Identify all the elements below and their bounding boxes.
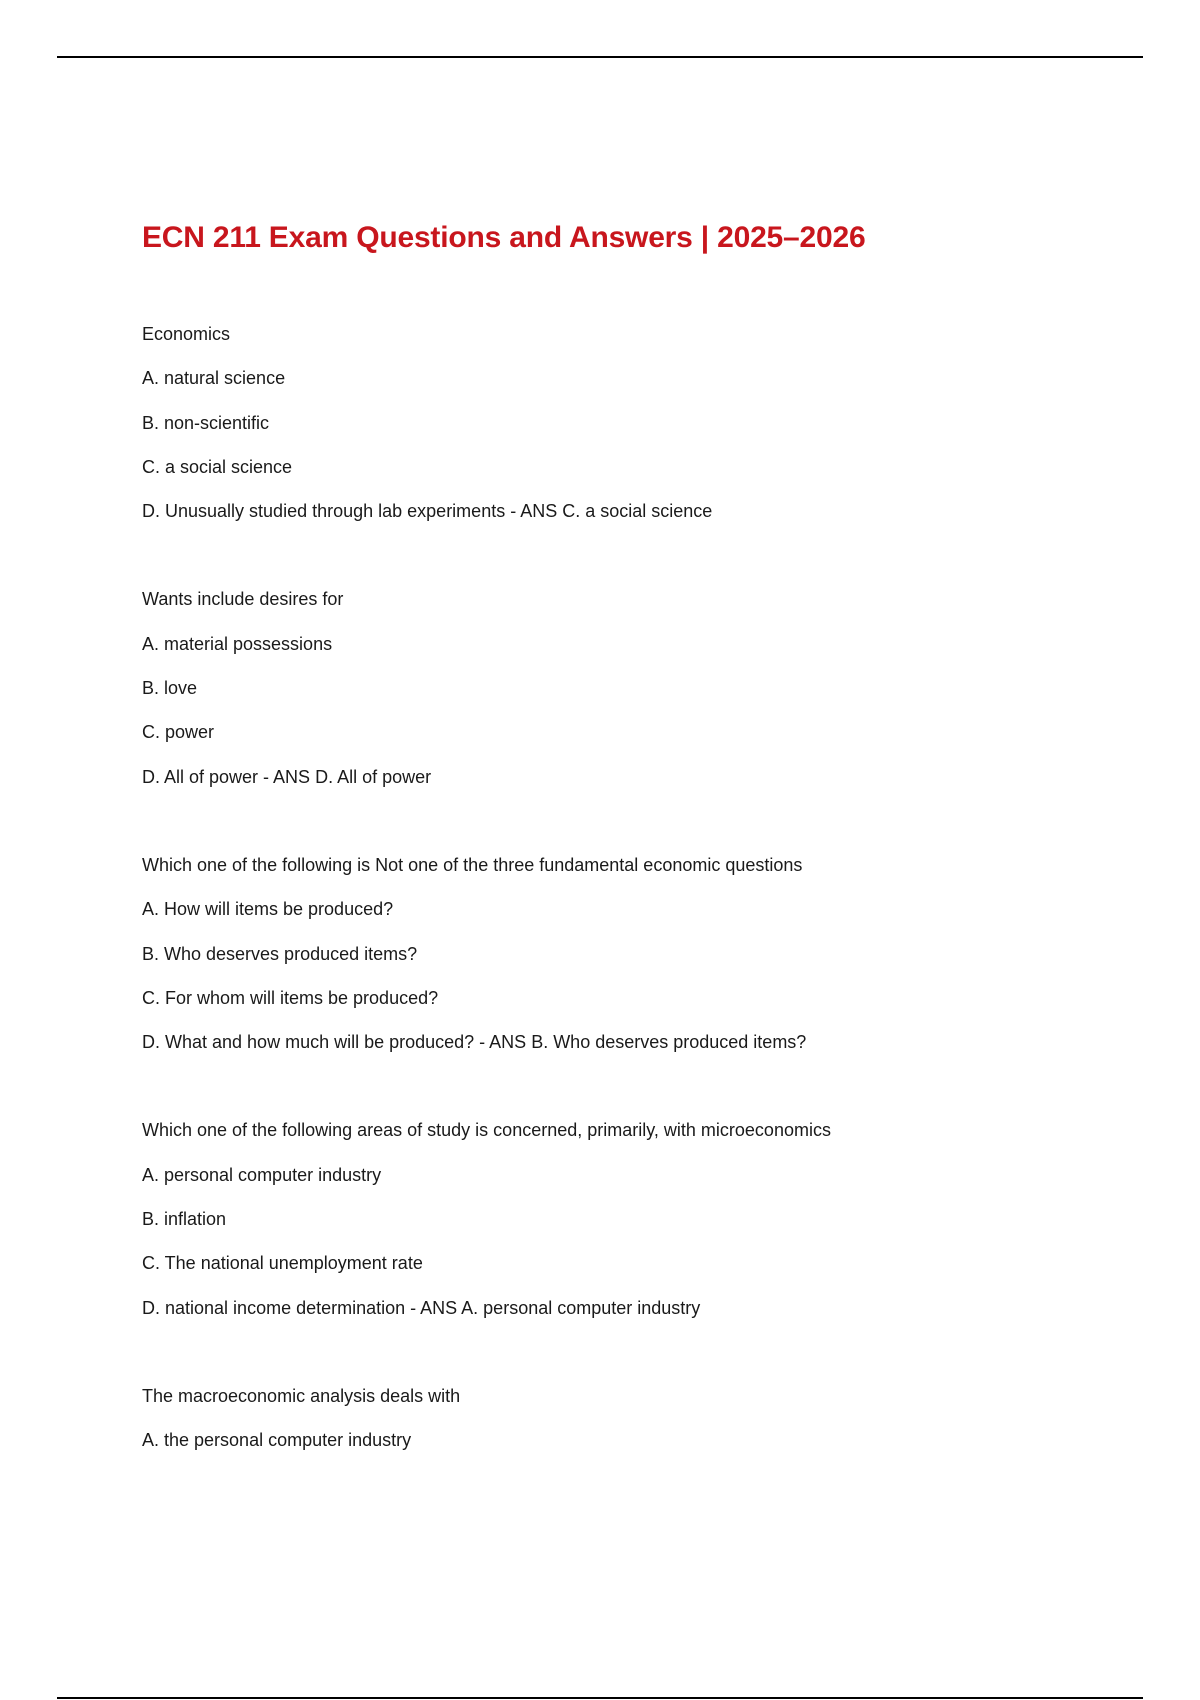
answer-option: A. personal computer industry bbox=[142, 1164, 382, 1185]
answer-option: A. the personal computer industry bbox=[142, 1430, 412, 1451]
question-block bbox=[142, 1108, 1122, 1329]
question-list bbox=[142, 312, 1122, 1463]
answer-option: C. For whom will items be produced? bbox=[142, 987, 439, 1008]
answer-option: C. The national unemployment rate bbox=[142, 1253, 423, 1274]
bottom-divider-line bbox=[57, 1697, 1143, 1699]
answer-option: D. Unusually studied through lab experiments - ANS C. a social science bbox=[142, 501, 713, 522]
answer-option: D. All of power - ANS D. All of power bbox=[142, 766, 432, 787]
question-block bbox=[142, 1374, 1122, 1463]
answer-option: B. love bbox=[142, 678, 198, 699]
document-title: ECN 211 Exam Questions and Answers | 2025–2026 bbox=[142, 221, 866, 254]
answer-option: A. natural science bbox=[142, 368, 286, 389]
answer-option: D. national income determination - ANS A. personal computer industry bbox=[142, 1297, 701, 1318]
question-prompt: The macroeconomic analysis deals with bbox=[142, 1385, 461, 1406]
answer-option: B. inflation bbox=[142, 1209, 227, 1230]
question-prompt: Which one of the following is Not one of the three fundamental economic questions bbox=[142, 854, 803, 875]
answer-option: D. What and how much will be produced? - ANS B. Who deserves produced items? bbox=[142, 1032, 807, 1053]
answer-option: C. a social science bbox=[142, 456, 293, 477]
question-prompt: Wants include desires for bbox=[142, 589, 344, 610]
question-block bbox=[142, 577, 1122, 798]
question-prompt: Which one of the following areas of study is concerned, primarily, with microeconomics bbox=[142, 1120, 831, 1141]
answer-option: B. non-scientific bbox=[142, 412, 270, 433]
top-divider-line bbox=[57, 56, 1143, 58]
document-body bbox=[142, 216, 1122, 1507]
question-prompt: Economics bbox=[142, 324, 231, 344]
answer-option: A. How will items be produced? bbox=[142, 899, 394, 920]
question-block bbox=[142, 843, 1122, 1064]
answer-option: C. power bbox=[142, 722, 215, 743]
answer-option: B. Who deserves produced items? bbox=[142, 943, 418, 964]
answer-option: A. material possessions bbox=[142, 633, 333, 654]
question-block bbox=[142, 312, 1122, 533]
